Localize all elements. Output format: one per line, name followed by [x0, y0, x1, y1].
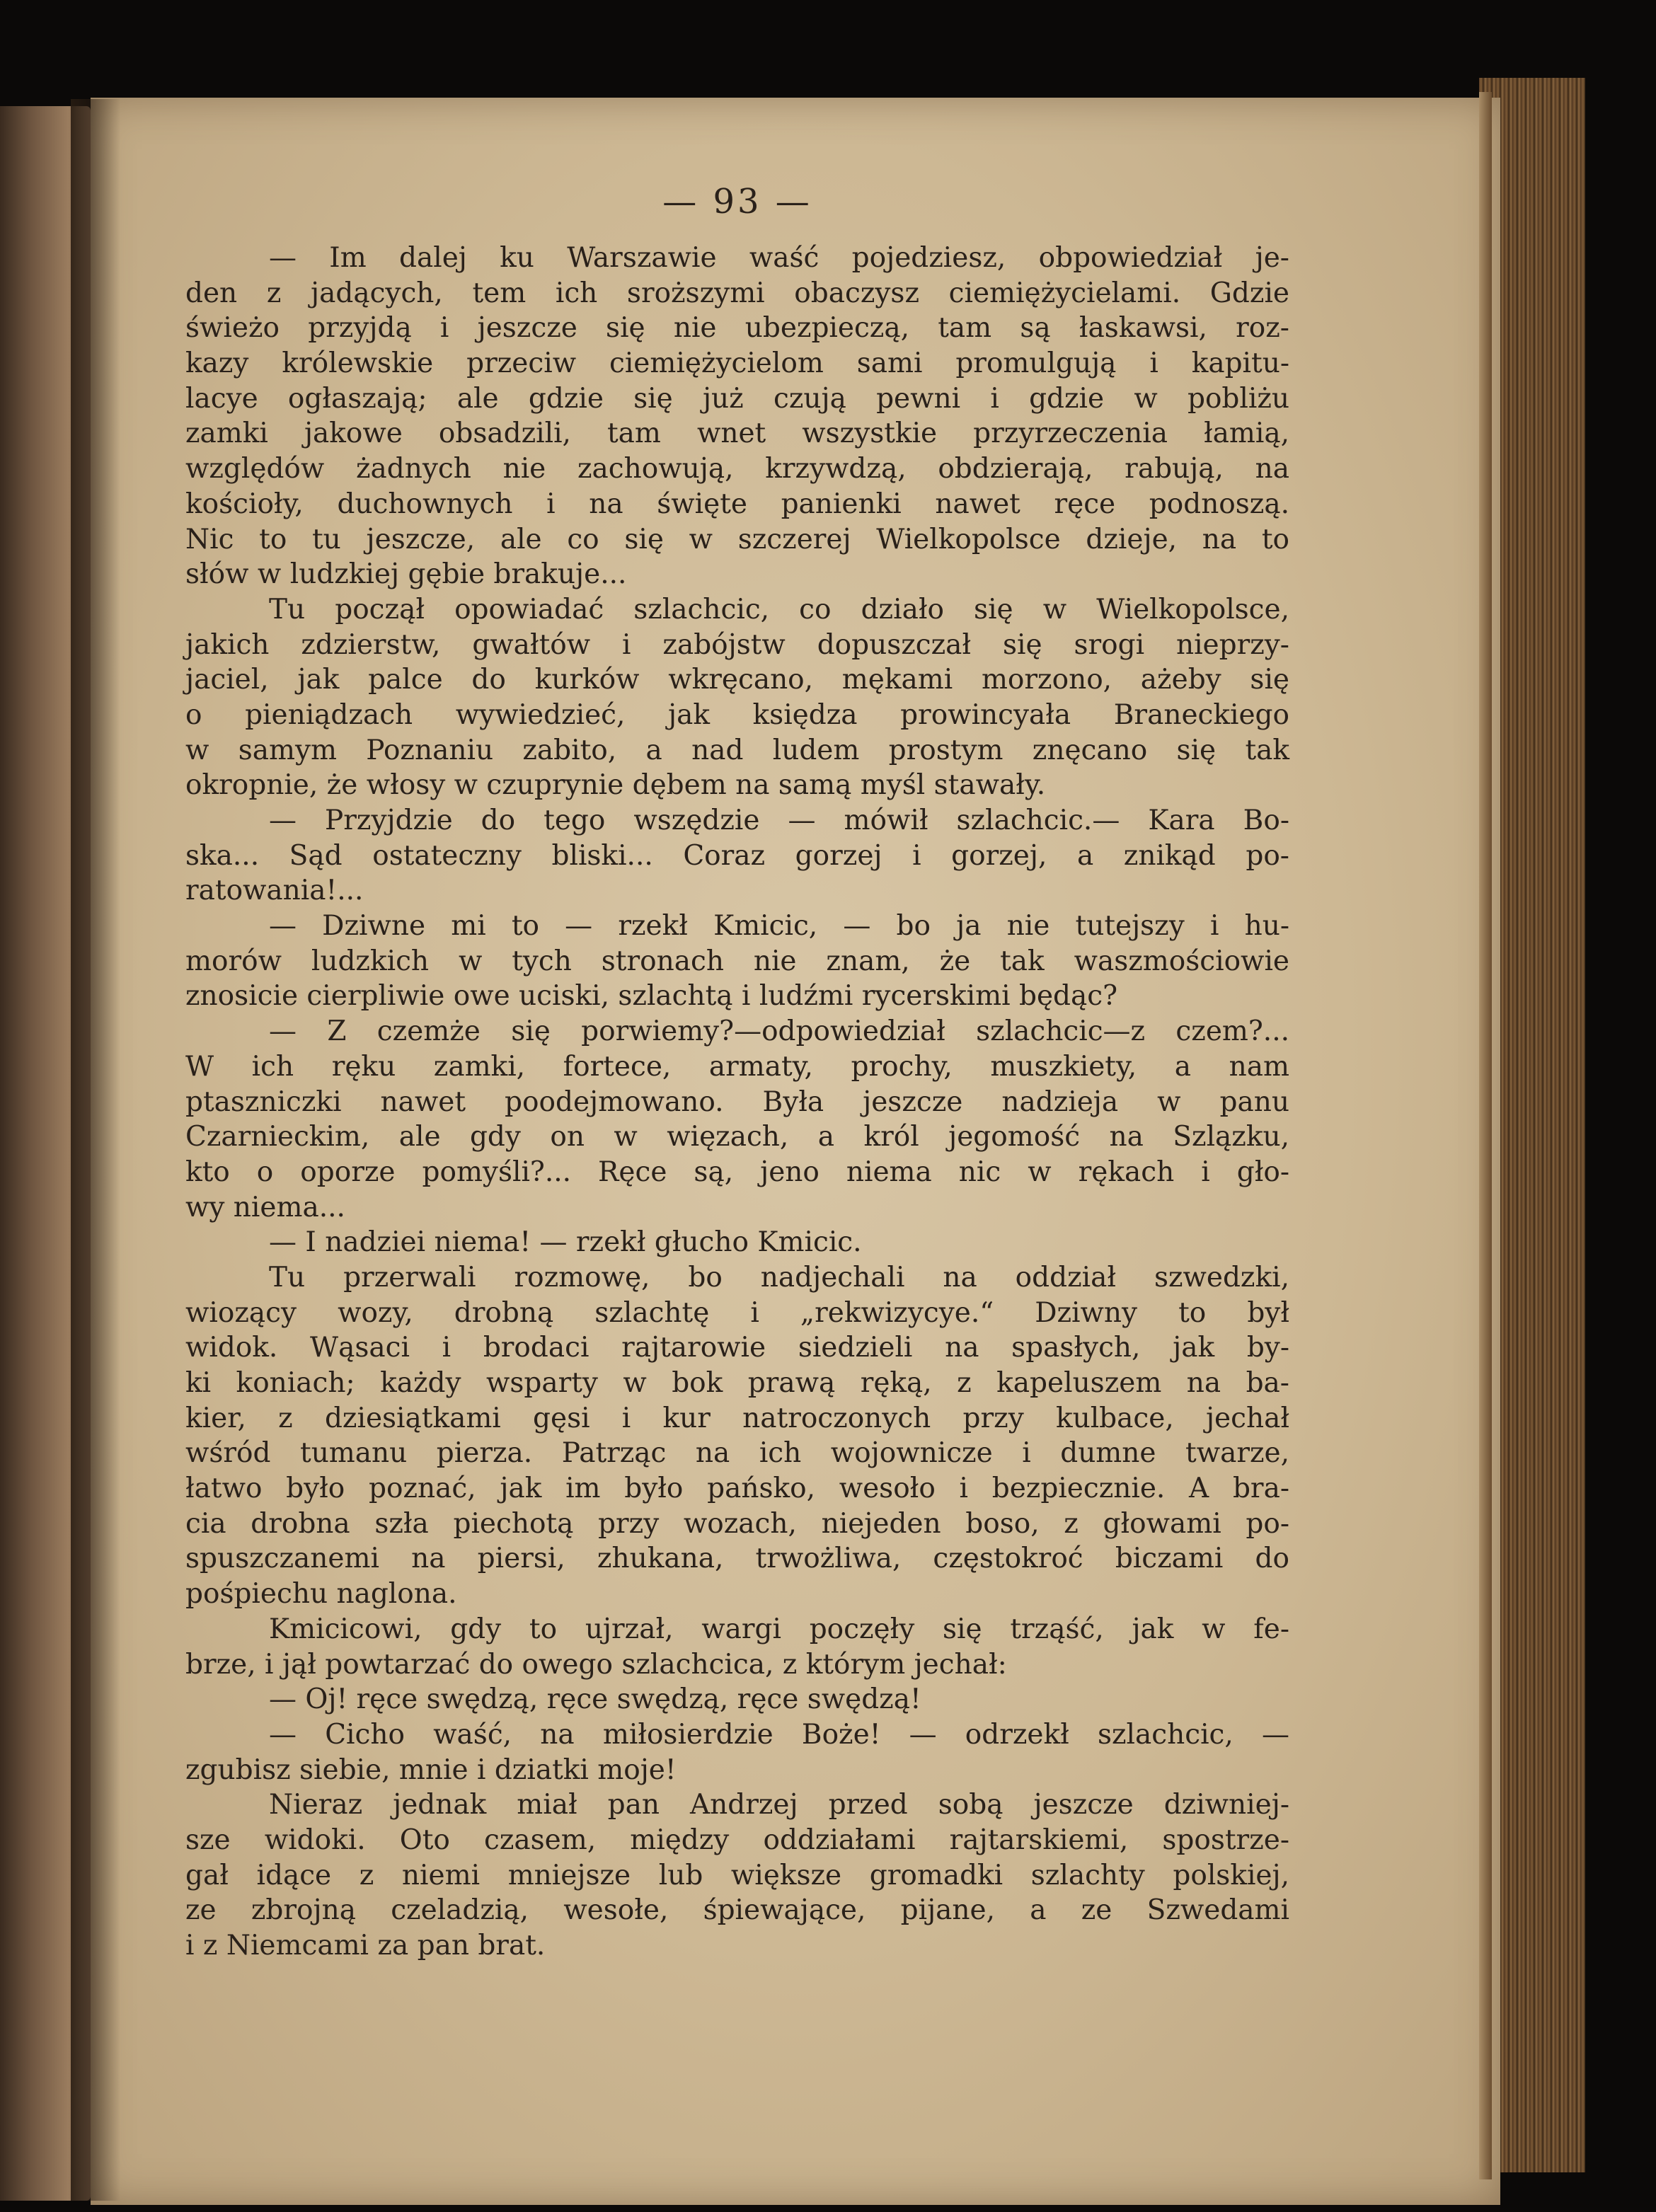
text-line: — Dziwne mi to — rzekł Kmicic, — bo ja nie tutejszy i hu- [269, 910, 1289, 943]
text-line: Czarnieckim, ale gdy on w więzach, a król jegomość na Szlązku, [185, 1121, 1289, 1153]
text-line: ki koniach; każdy wsparty w bok prawą ręką, z kapeluszem na ba- [185, 1367, 1289, 1399]
text-line: o pieniądzach wywiedzieć, jak księdza prowincyała Braneckiego [185, 698, 1289, 731]
text-line: cia drobna szła piechotą przy wozach, niejeden boso, z głowami po- [185, 1507, 1289, 1540]
text-line: den z jadących, tem ich sroższymi obaczysz ciemiężycielami. Gdzie [185, 277, 1289, 309]
text-line: brze, i jął powtarzać do owego szlachcica, z którym jechał: [185, 1648, 1007, 1681]
page-text [185, 177, 1289, 1964]
text-line: — Cicho waść, na miłosierdzie Boże! — odrzekł szlachcic, — [269, 1718, 1289, 1751]
text-line: łatwo było poznać, jak im było pańsko, wesoło i bezpiecznie. A bra- [185, 1473, 1289, 1505]
text-line: kto o oporze pomyśli?... Ręce są, jeno niema nic w rękach i gło- [185, 1156, 1289, 1188]
text-line: widok. Wąsaci i brodaci rajtarowie siedzieli na spasłych, jak by- [185, 1332, 1289, 1364]
text-line: Nic to tu jeszcze, ale co się w szczerej Wielkopolsce dzieje, na to [185, 523, 1289, 555]
text-line: zgubisz siebie, mnie i dziatki moje! [185, 1753, 677, 1786]
text-line: sze widoki. Oto czasem, między oddziałami rajtarskiemi, spostrze- [185, 1824, 1289, 1856]
text-line: słów w ludzkiej gębie brakuje... [185, 558, 627, 591]
text-line: spuszczanemi na piersi, zhukana, trwożliwa, częstokroć biczami do [185, 1543, 1289, 1575]
text-line: znosicie cierpliwie owe uciski, szlachtą i ludźmi rycerskimi będąc? [185, 980, 1118, 1013]
background-edge [1585, 64, 1656, 2187]
text-line: wy niema... [185, 1191, 345, 1223]
text-line: zamki jakowe obsadzili, tam wnet wszystkie przyrzeczenia łamią, [185, 417, 1289, 450]
text-line: ska... Sąd ostateczny bliski... Coraz gorzej i gorzej, a znikąd po- [185, 839, 1289, 872]
text-line: lacye ogłaszają; ale gdzie się już czują pewni i gdzie w pobliżu [185, 382, 1289, 415]
text-line: okropnie, że włosy w czuprynie dębem na samą myśl stawały. [185, 769, 1046, 802]
text-line: ze zbrojną czeladzią, wesołe, śpiewające, pijane, a ze Szwedami [185, 1894, 1289, 1927]
text-line: gał idące z niemi mniejsze lub większe gromadki szlachty polskiej, [185, 1859, 1289, 1891]
text-line: jaciel, jak palce do kurków wkręcano, mękami morzono, ażeby się [185, 664, 1289, 696]
gutter-shadow [71, 99, 120, 2201]
page-right-edge [1479, 92, 1492, 2179]
text-line: wśród tumanu pierza. Patrząc na ich wojownicze i dumne twarze, [185, 1437, 1289, 1470]
text-line: i z Niemcami za pan brat. [185, 1930, 546, 1962]
text-line: kier, z dziesiątkami gęsi i kur natroczonych przy kulbace, jechał [185, 1402, 1289, 1434]
text-line: — Z czemże się porwiemy?—odpowiedział szlachcic—z czem?... [269, 1015, 1289, 1048]
text-line: świeżo przyjdą i jeszcze się nie ubezpieczą, tam są łaskawsi, roz- [185, 312, 1289, 345]
text-line: — I nadziei niema! — rzekł głucho Kmicic. [269, 1226, 862, 1259]
text-line: — Oj! ręce swędzą, ręce swędzą, ręce swędzą! [269, 1683, 921, 1716]
text-line: kazy królewskie przeciw ciemiężycielom sami promulgują i kapitu- [185, 347, 1289, 380]
text-line: pośpiechu naglona. [185, 1578, 457, 1611]
text-line: — Przyjdzie do tego wszędzie — mówił szlachcic.— Kara Bo- [269, 805, 1289, 836]
text-line: Tu począł opowiadać szlachcic, co działo się w Wielkopolsce, [269, 593, 1289, 626]
text-line: Tu przerwali rozmowę, bo nadjechali na oddział szwedzki, [269, 1261, 1289, 1294]
text-line: Kmicicowi, gdy to ujrzał, wargi poczęły się trząść, jak w fe- [269, 1613, 1289, 1645]
text-line: W ich ręku zamki, fortece, armaty, prochy, muszkiety, a nam [185, 1050, 1289, 1083]
page-number: — 93 — [662, 182, 812, 221]
text-line: jakich zdzierstw, gwałtów i zabójstw dopuszczał się srogi nieprzy- [185, 628, 1289, 661]
text-line: — Im dalej ku Warszawie waść pojedziesz, obpowiedział je- [269, 242, 1289, 274]
text-lines [185, 241, 1289, 1964]
text-line: morów ludzkich w tych stronach nie znam, że tak waszmościowie [185, 945, 1289, 977]
text-line: ratowania!... [185, 875, 364, 907]
text-line: w samym Poznaniu zabito, a nad ludem prostym znęcano się tak [185, 734, 1289, 766]
text-line: Nieraz jednak miał pan Andrzej przed sobą jeszcze dziwniej- [269, 1789, 1289, 1821]
text-line: ptaszniczki nawet poodejmowano. Była jeszcze nadzieja w panu [185, 1085, 1289, 1118]
text-line: kościoły, duchownych i na święte panienki nawet ręce podnoszą. [185, 488, 1289, 520]
text-line: względów żadnych nie zachowują, krzywdzą, obdzierają, rabują, na [185, 453, 1289, 485]
text-line: wiozący wozy, drobną szlachtę i „rekwizycye.“ Dziwny to był [185, 1296, 1289, 1329]
